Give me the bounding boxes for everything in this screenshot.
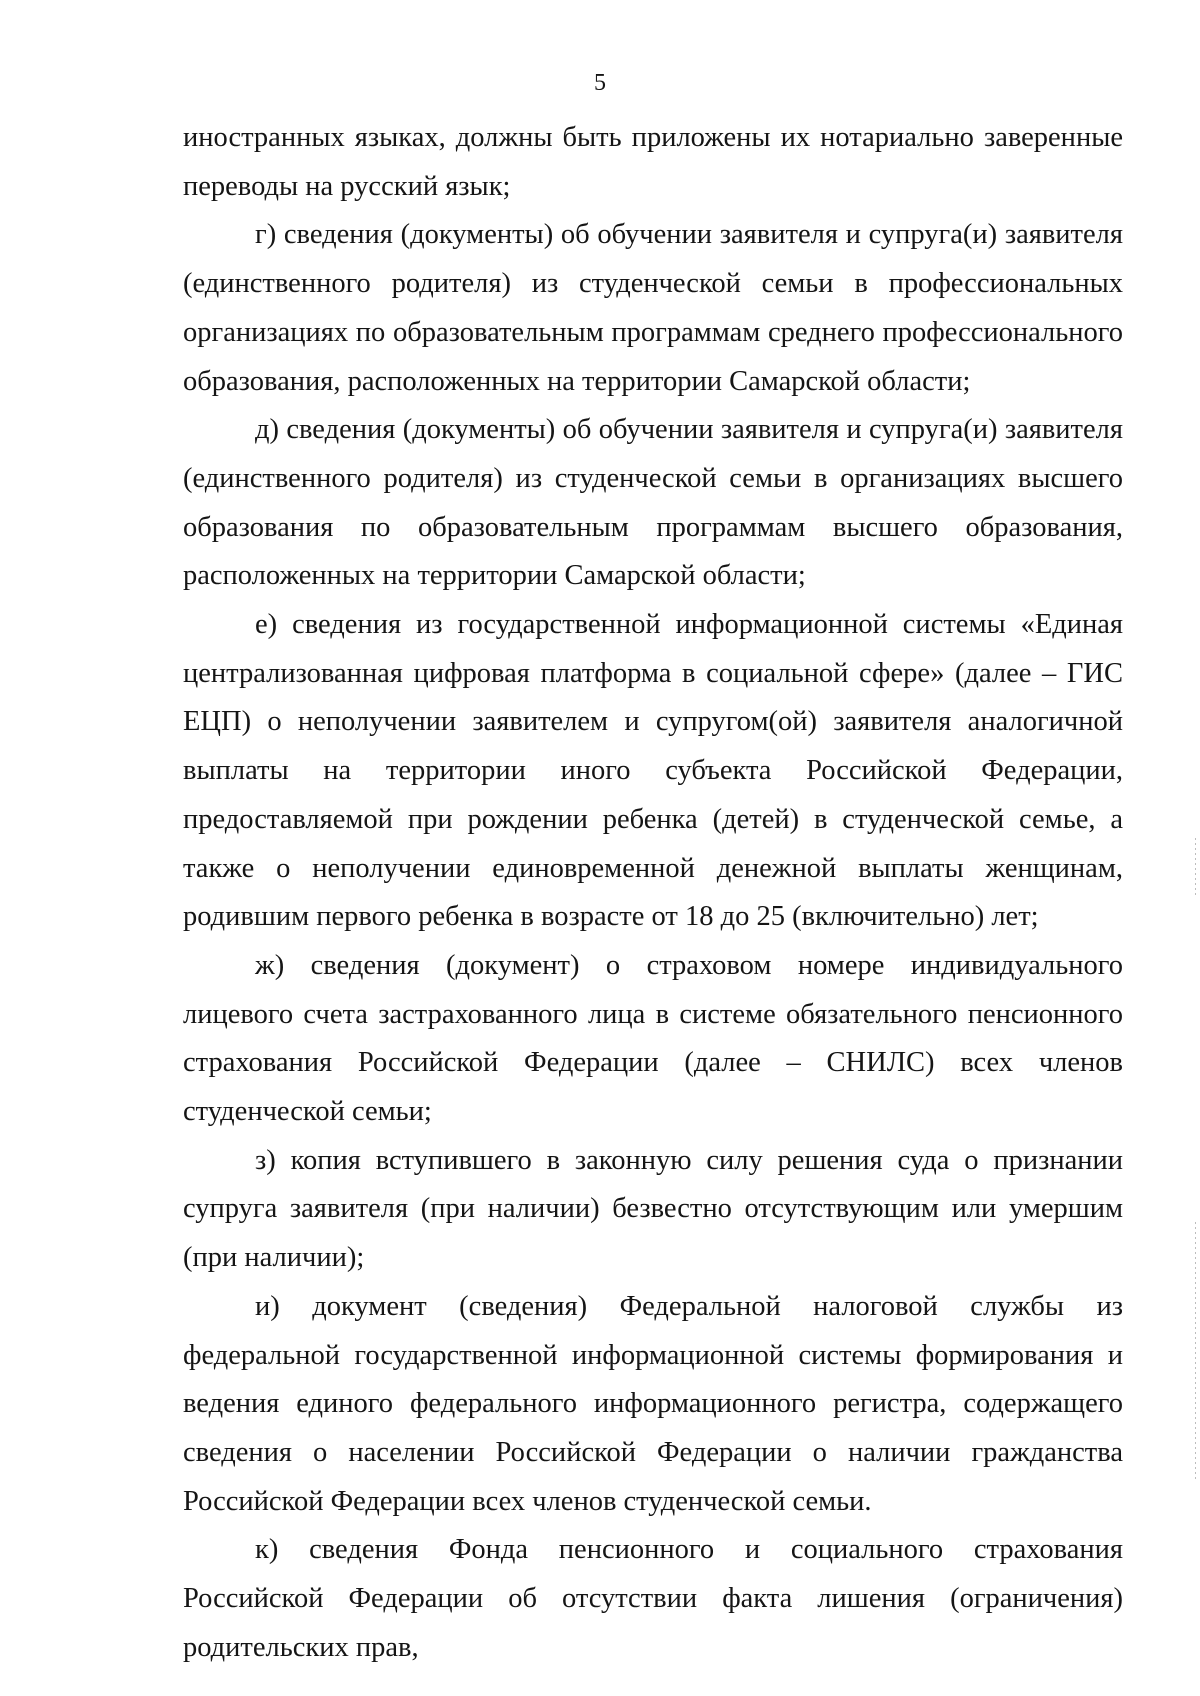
paragraph-item-e: е) сведения из государственной информационной системы «Единая централизованная цифровая платформа в социальной сфере» (далее – ГИС ЕЦП) о неполучении заявителем и супругом(ой) заявителя аналогичной выплаты на территории иного субъекта Российской Федерации, предоставляемой при рождении ребенка (детей) в студенческой семье, а также о неполучении единовременной денежной выплаты женщинам, родившим первого ребенка в возрасте от 18 до 25 (включительно) лет; [183,609,1123,933]
paragraph-item-g: г) сведения (документы) об обучении заявителя и супруга(и) заявителя (единственного родителя) из студенческой семьи в профессиональных организациях по образовательным программам среднего профессионального образования, расположенных на территории Самарской области; [183,219,1123,397]
document-body [183,114,1123,1673]
scan-edge-mark [1195,838,1196,898]
paragraph-item-d: д) сведения (документы) об обучении заявителя и супруга(и) заявителя (единственного родителя) из студенческой семьи в организациях высшего образования по образовательным программам высшего образования, расположенных на территории Самарской области; [183,414,1123,592]
paragraph-continuation: иностранных языках, должны быть приложены их нотариально заверенные переводы на русский язык; [183,122,1123,202]
paragraph-item-z: з) копия вступившего в законную силу решения суда о признании супруга заявителя (при наличии) безвестно отсутствующим или умершим (при наличии); [183,1144,1123,1274]
paragraph-item-k: к) сведения Фонда пенсионного и социального страхования Российской Федерации об отсутствии факта лишения (ограничения) родительских прав, [183,1534,1123,1663]
scan-edge-mark [1195,1222,1196,1482]
page-number: 5 [594,70,606,96]
paragraph-item-zh: ж) сведения (документ) о страховом номере индивидуального лицевого счета застрахованного лица в системе обязательного пенсионного страхования Российской Федерации (далее – СНИЛС) всех членов студенческой семьи; [183,949,1123,1128]
paragraph-item-i: и) документ (сведения) Федеральной налоговой службы из федеральной государственной информационной системы формирования и ведения единого федерального информационного регистра, содержащего сведения о населении Российской Федерации о наличии гражданства Российской Федерации всех членов студенческой семьи. [183,1290,1123,1517]
